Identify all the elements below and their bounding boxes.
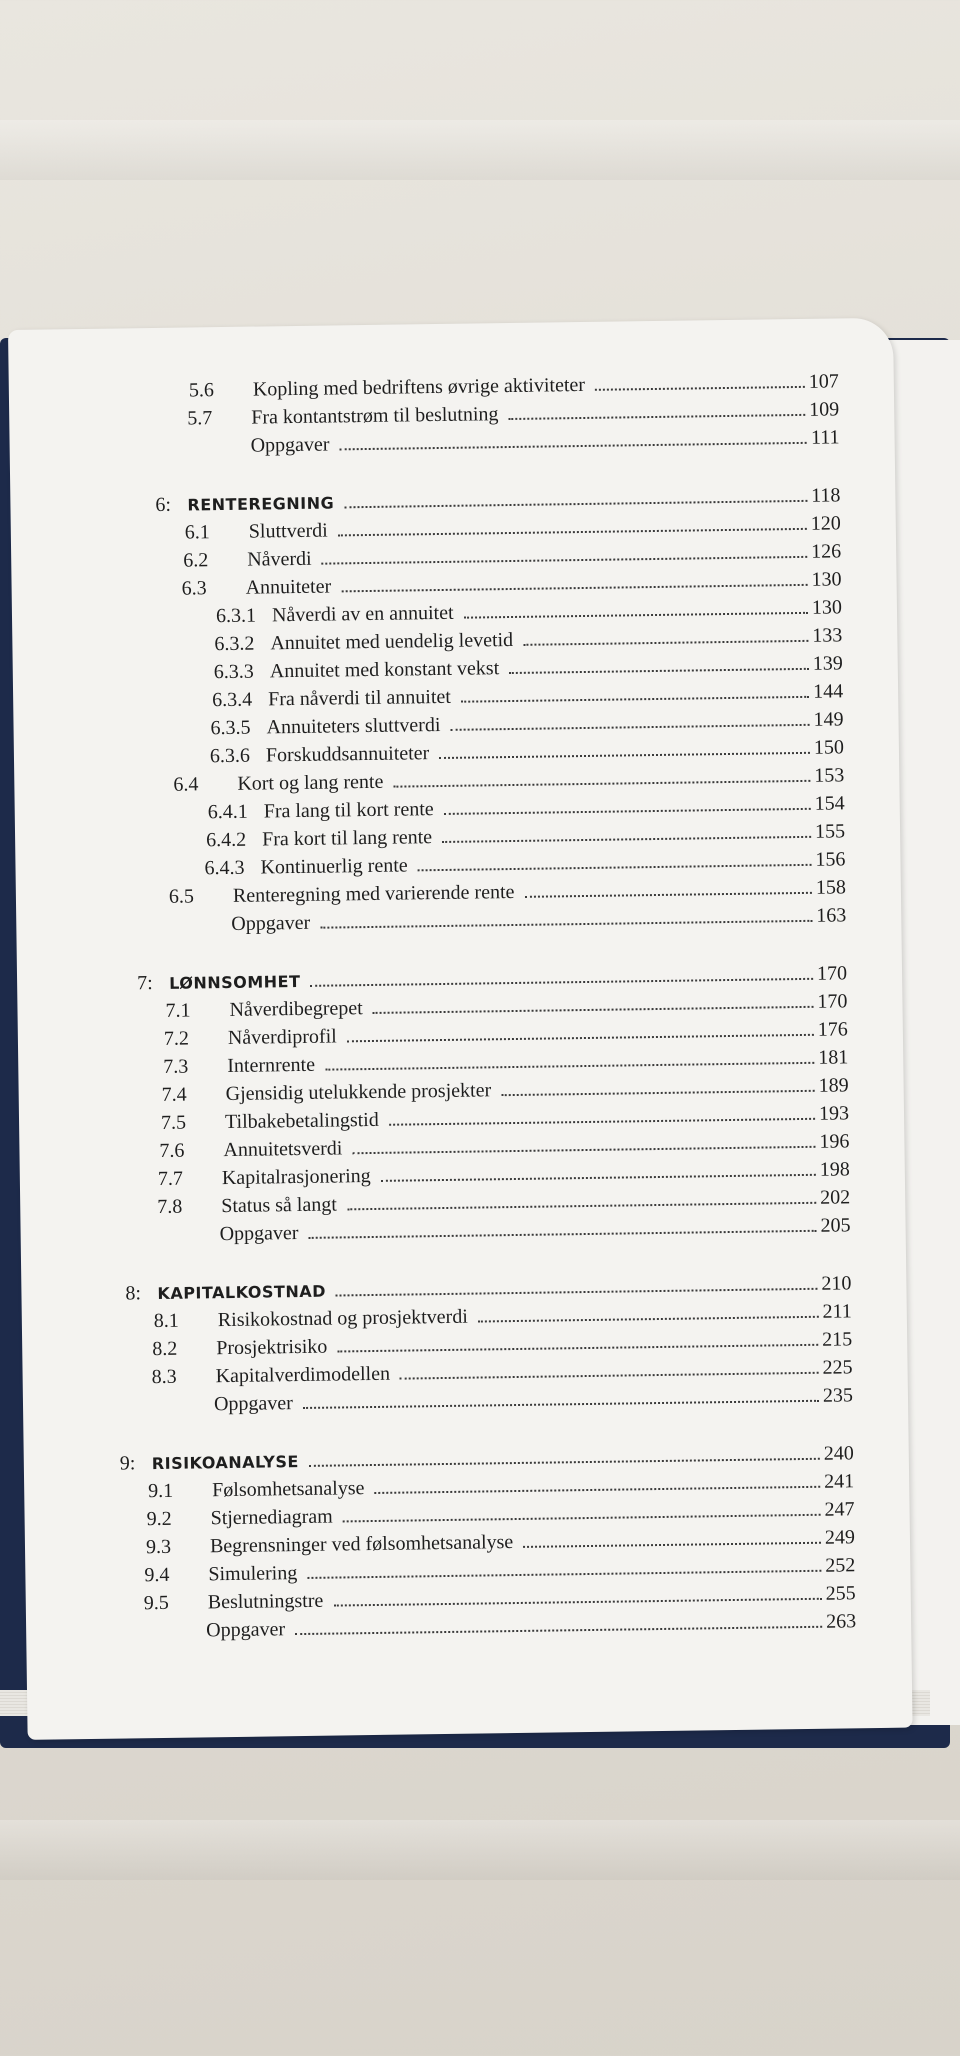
toc-title: RENTEREGNING bbox=[187, 493, 335, 515]
toc-page-number: 211 bbox=[822, 1300, 852, 1323]
dot-leader bbox=[322, 555, 808, 565]
toc-number: 8: bbox=[125, 1282, 142, 1305]
toc-page-number: 163 bbox=[816, 904, 847, 927]
toc-title: Oppgaver bbox=[219, 1222, 299, 1246]
dot-leader bbox=[442, 835, 811, 843]
toc-title: KAPITALKOSTNAD bbox=[157, 1281, 327, 1304]
toc-title: Annuiteter bbox=[245, 575, 332, 599]
toc-page-number: 109 bbox=[809, 398, 840, 421]
toc-page-number: 149 bbox=[813, 708, 844, 731]
toc-number: 9.5 bbox=[143, 1591, 169, 1615]
toc-page-number: 205 bbox=[820, 1214, 851, 1237]
toc-number: 6.3.4 bbox=[212, 688, 253, 712]
dot-leader bbox=[523, 1541, 821, 1548]
dot-leader bbox=[418, 863, 812, 871]
toc-title: Oppgaver bbox=[213, 1392, 294, 1416]
toc-page-number: 196 bbox=[819, 1130, 850, 1153]
dot-leader bbox=[303, 1399, 819, 1409]
toc-title: Sluttverdi bbox=[248, 519, 328, 543]
toc-number: 6.1 bbox=[184, 521, 210, 544]
toc-page-number: 150 bbox=[813, 736, 845, 759]
dot-leader bbox=[595, 385, 805, 391]
toc-page-number: 225 bbox=[822, 1356, 853, 1379]
toc-title: Internrente bbox=[227, 1053, 316, 1078]
toc-number: 6.4.2 bbox=[205, 828, 247, 852]
toc-title: Oppgaver bbox=[231, 911, 311, 935]
toc-page-number: 118 bbox=[810, 484, 841, 507]
toc-page-number: 176 bbox=[817, 1018, 848, 1041]
toc-page-number: 235 bbox=[822, 1384, 854, 1407]
dot-leader bbox=[336, 1287, 818, 1297]
toc-page-number: 120 bbox=[810, 512, 841, 535]
book-page bbox=[8, 318, 913, 1740]
toc-title: Stjernediagram bbox=[210, 1505, 333, 1530]
toc-title: Nåverdiprofil bbox=[227, 1025, 337, 1049]
toc-page-number: 144 bbox=[812, 680, 844, 703]
toc-page-number: 215 bbox=[822, 1328, 853, 1351]
dot-leader bbox=[381, 1173, 816, 1182]
toc-title: Gjensidig utelukkende prosjekter bbox=[225, 1079, 492, 1106]
toc-number: 6.3.1 bbox=[215, 604, 257, 628]
toc-title: Kort og lang rente bbox=[237, 770, 384, 795]
toc-title: Beslutningstre bbox=[207, 1589, 324, 1614]
toc-number: 7.5 bbox=[160, 1111, 187, 1134]
toc-page-number: 130 bbox=[811, 568, 842, 591]
toc-title: Annuitet med konstant vekst bbox=[269, 657, 500, 683]
toc-number: 6.4 bbox=[173, 773, 199, 796]
toc-number bbox=[156, 1240, 220, 1241]
toc-title: RISIKOANALYSE bbox=[151, 1452, 299, 1474]
toc-page-number: 130 bbox=[811, 596, 843, 619]
dot-leader bbox=[509, 667, 809, 674]
toc-page-number: 252 bbox=[825, 1554, 856, 1577]
dot-leader bbox=[320, 919, 812, 929]
dot-leader bbox=[439, 751, 810, 759]
toc-title: Fra kort til lang rente bbox=[261, 826, 433, 851]
dot-leader bbox=[344, 499, 807, 508]
dot-leader bbox=[347, 1033, 814, 1043]
toc-number: 6.3.6 bbox=[209, 744, 251, 768]
toc-number: 7.8 bbox=[157, 1195, 183, 1219]
dot-leader bbox=[464, 611, 808, 619]
toc-title: Begrensninger ved følsomhetsanalyse bbox=[209, 1531, 514, 1558]
toc-title: Fra kontantstrøm til beslutning bbox=[251, 403, 499, 429]
toc-title: Forskuddsannuiteter bbox=[265, 742, 430, 767]
toc-page-number: 249 bbox=[824, 1526, 856, 1549]
toc-number: 6.5 bbox=[168, 885, 195, 908]
toc-title: Prosjektrisiko bbox=[216, 1335, 328, 1360]
table-of-contents bbox=[8, 318, 893, 1642]
toc-page-number: 107 bbox=[808, 370, 839, 393]
toc-title: Fra lang til kort rente bbox=[263, 798, 434, 823]
dot-leader bbox=[338, 527, 807, 537]
toc-page-number: 240 bbox=[823, 1442, 854, 1465]
toc-number: 9: bbox=[119, 1452, 136, 1475]
toc-number: 8.2 bbox=[152, 1337, 178, 1361]
dot-leader bbox=[295, 1625, 822, 1635]
toc-number bbox=[142, 1636, 206, 1637]
toc-title: Status så langt bbox=[221, 1193, 337, 1218]
toc-number: 8.1 bbox=[153, 1309, 180, 1333]
dot-leader bbox=[347, 1201, 816, 1211]
dot-leader bbox=[333, 1597, 821, 1607]
toc-number: 6.3.5 bbox=[210, 716, 251, 740]
toc-title: Fra nåverdi til annuitet bbox=[268, 685, 452, 711]
toc-title: Renteregning med varierende rente bbox=[232, 880, 515, 907]
toc-title: Nåverdi av en annuitet bbox=[271, 601, 454, 627]
dot-leader bbox=[450, 723, 809, 731]
dot-leader bbox=[341, 583, 807, 593]
toc-number: 8.3 bbox=[151, 1365, 177, 1389]
toc-page-number: 189 bbox=[818, 1074, 849, 1097]
toc-page-number: 193 bbox=[818, 1102, 850, 1125]
toc-number: 6.3.3 bbox=[213, 660, 254, 684]
toc-number: 7.3 bbox=[163, 1055, 189, 1078]
dot-leader bbox=[478, 1315, 819, 1323]
toc-page-number: 158 bbox=[815, 876, 847, 899]
toc-number: 9.3 bbox=[145, 1535, 172, 1559]
dot-leader bbox=[393, 779, 810, 788]
dot-leader bbox=[389, 1117, 815, 1126]
toc-page-number: 156 bbox=[815, 848, 846, 871]
toc-number: 7.7 bbox=[157, 1167, 184, 1190]
dot-leader bbox=[307, 1569, 821, 1579]
toc-number: 9.2 bbox=[146, 1507, 172, 1531]
toc-title: Nåverdibegrepet bbox=[229, 997, 363, 1021]
toc-number: 9.1 bbox=[148, 1479, 174, 1503]
toc-number: 5.7 bbox=[187, 407, 213, 430]
toc-number: 6.3 bbox=[181, 577, 207, 600]
toc-title: Kapitalverdimodellen bbox=[215, 1362, 391, 1388]
toc-page-number: 241 bbox=[824, 1470, 855, 1493]
toc-page-number: 126 bbox=[811, 540, 842, 563]
dot-leader bbox=[400, 1371, 819, 1380]
toc-page-number: 170 bbox=[817, 990, 848, 1013]
toc-title: Kapitalrasjonering bbox=[221, 1165, 371, 1190]
toc-title: Oppgaver bbox=[206, 1618, 286, 1642]
toc-number: 7.1 bbox=[165, 999, 191, 1022]
dot-leader bbox=[340, 441, 808, 451]
toc-number bbox=[150, 1410, 214, 1411]
dot-leader bbox=[310, 977, 813, 987]
toc-page-number: 247 bbox=[824, 1498, 855, 1521]
toc-title: Kopling med bedriftens øvrige aktiviteter bbox=[252, 373, 586, 401]
toc-title: Annuitetsverdi bbox=[223, 1137, 343, 1162]
toc-number bbox=[167, 930, 231, 931]
toc-number: 7.6 bbox=[159, 1139, 185, 1162]
toc-title: Tilbakebetalingstid bbox=[224, 1108, 379, 1134]
toc-number: 6.2 bbox=[183, 549, 209, 572]
dot-leader bbox=[352, 1145, 815, 1154]
toc-number: 6: bbox=[155, 493, 172, 516]
toc-page-number: 153 bbox=[814, 764, 845, 787]
dot-leader bbox=[461, 695, 809, 703]
toc-page-number: 181 bbox=[818, 1046, 849, 1069]
toc-title: Risikokostnad og prosjektverdi bbox=[217, 1305, 468, 1332]
toc-number: 9.4 bbox=[144, 1563, 170, 1587]
dot-leader bbox=[501, 1089, 815, 1096]
dot-leader bbox=[444, 807, 811, 815]
dot-leader bbox=[508, 413, 805, 420]
dot-leader bbox=[523, 639, 808, 646]
toc-number: 7.4 bbox=[161, 1083, 187, 1106]
toc-title: Nåverdi bbox=[247, 547, 312, 571]
toc-number: 7: bbox=[136, 972, 153, 995]
toc-page-number: 111 bbox=[810, 426, 840, 449]
background-fold bbox=[0, 1820, 960, 1880]
dot-leader bbox=[325, 1061, 814, 1071]
toc-title: Oppgaver bbox=[250, 433, 330, 457]
toc-page-number: 139 bbox=[812, 652, 843, 675]
dot-leader bbox=[374, 1485, 820, 1494]
dot-leader bbox=[337, 1343, 818, 1353]
toc-title: Annuitet med uendelig levetid bbox=[270, 628, 514, 655]
toc-title: Annuiteters sluttverdi bbox=[266, 714, 441, 739]
background-fold bbox=[0, 120, 960, 180]
toc-page-number: 133 bbox=[812, 624, 843, 647]
toc-title: Kontinuerlig rente bbox=[260, 854, 408, 879]
toc-page-number: 170 bbox=[816, 962, 848, 985]
toc-page-number: 255 bbox=[825, 1582, 856, 1605]
toc-number: 6.4.1 bbox=[207, 800, 248, 824]
toc-title: Simulering bbox=[208, 1562, 298, 1586]
toc-page-number: 198 bbox=[819, 1158, 850, 1181]
toc-title: Følsomhetsanalyse bbox=[212, 1477, 365, 1502]
toc-number: 7.2 bbox=[163, 1027, 190, 1050]
dot-leader bbox=[309, 1229, 817, 1239]
toc-page-number: 202 bbox=[820, 1186, 851, 1209]
toc-number: 6.4.3 bbox=[204, 856, 245, 880]
toc-title: LØNNSOMHET bbox=[169, 971, 301, 993]
dot-leader bbox=[343, 1513, 821, 1523]
toc-page-number: 210 bbox=[821, 1272, 852, 1295]
dot-leader bbox=[373, 1005, 814, 1014]
toc-page-number: 154 bbox=[814, 792, 845, 815]
toc-page-number: 155 bbox=[814, 820, 846, 843]
dot-leader bbox=[524, 891, 811, 898]
dot-leader bbox=[309, 1457, 820, 1467]
toc-number: 6.3.2 bbox=[214, 632, 255, 656]
toc-page-number: 263 bbox=[825, 1610, 857, 1633]
toc-number bbox=[187, 452, 251, 453]
toc-number: 5.6 bbox=[188, 379, 215, 402]
